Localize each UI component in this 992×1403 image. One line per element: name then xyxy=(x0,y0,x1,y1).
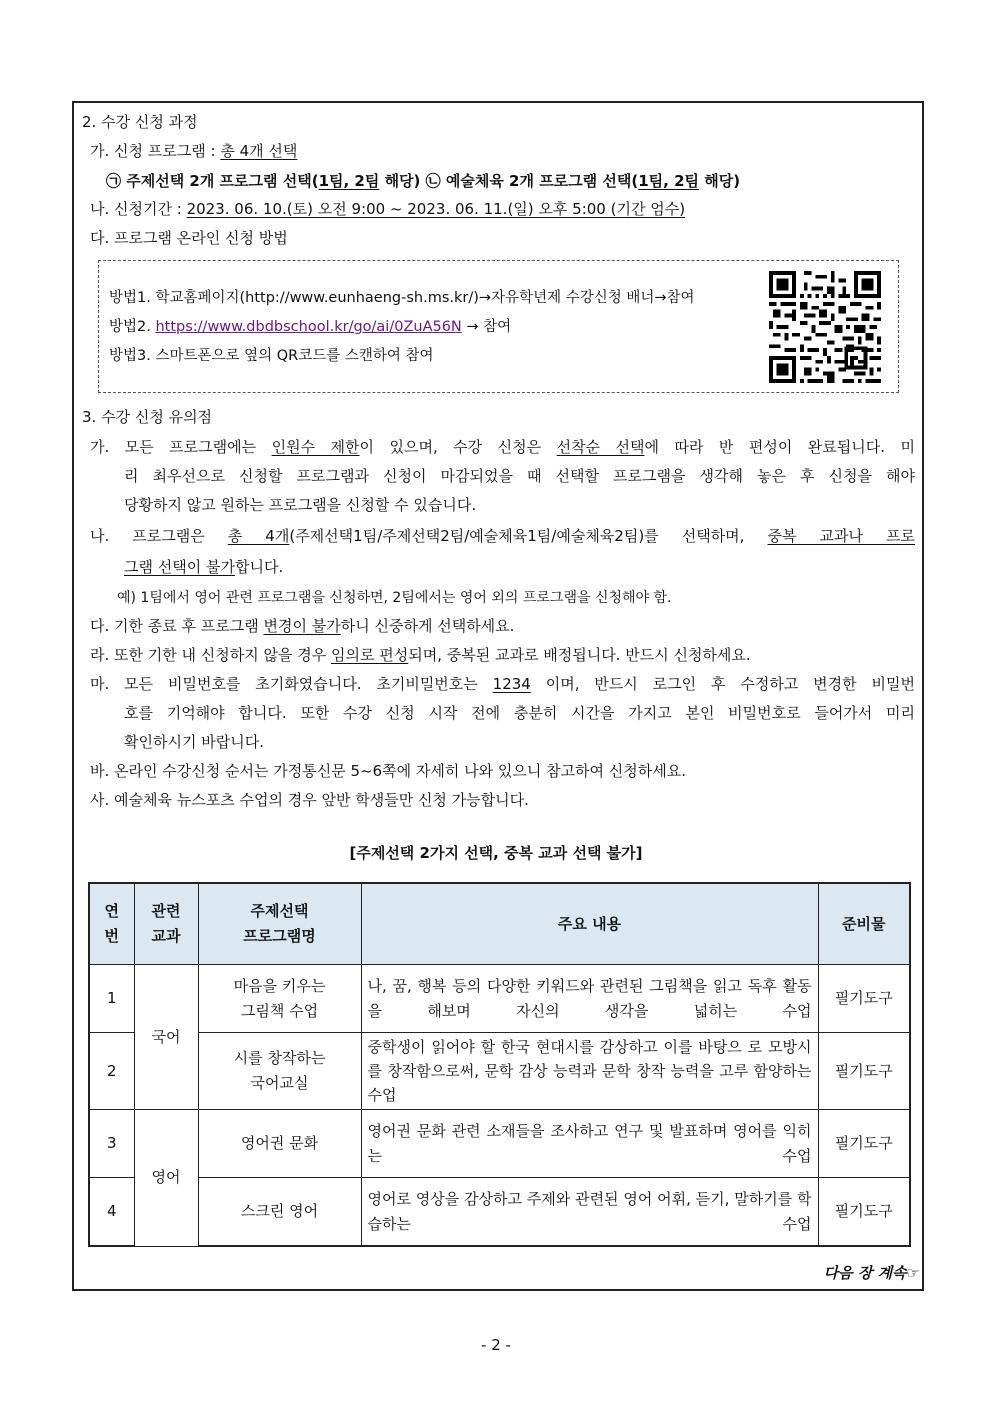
note-na-line1: 나. 프로그램은 총 4개(주제선택1팀/주제선택2팀/예술체육1팀/예술체육2팀)를 선택하며, 중복 교과나 프로 xyxy=(90,527,915,545)
continue-next-page: 다음 장 계속☞ xyxy=(823,1264,920,1282)
section-3-heading: 3. 수강 신청 유의점 xyxy=(82,408,213,426)
row-content: 영어권 문화 관련 소재들을 조사하고 연구 및 발표하며 영어를 익히는 수업 xyxy=(361,1110,818,1178)
qr-code-icon[interactable] xyxy=(767,271,883,383)
table-row xyxy=(89,965,910,1033)
row-program: 영어권 문화 xyxy=(198,1110,361,1178)
row-no: 3 xyxy=(89,1110,134,1178)
note-da: 다. 기한 종료 후 프로그램 변경이 불가하니 신중하게 선택하세요. xyxy=(90,617,515,635)
table-title: [주제선택 2가지 선택, 중복 교과 선택 불가] xyxy=(349,844,643,862)
note-example: 예) 1팀에서 영어 관련 프로그램을 신청하면, 2팀에서는 영어 외의 프로그램을 신청해야 함. xyxy=(117,590,672,606)
method-2: 방법2. https://www.dbdbschool.kr/go/ai/0ZuA56N → 참여 xyxy=(109,319,512,335)
item-da-online-method: 다. 프로그램 온라인 신청 방법 xyxy=(90,229,288,247)
row-program: 마음을 키우는 그림책 수업 xyxy=(198,965,361,1033)
signup-link[interactable]: https://www.dbdbschool.kr/go/ai/0ZuA56N xyxy=(155,319,462,335)
note-ma-line1: 마. 모든 비밀번호를 초기화였습니다. 초기비밀번호는 1234 이며, 반드시 로그인 후 수정하고 변경한 비밀번 xyxy=(90,675,915,693)
program-breakdown: ㉠ 주제선택 2개 프로그램 선택(1팀, 2팀 해당) ㉡ 예술체육 2개 프로그램 선택(1팀, 2팀 해당) xyxy=(106,172,741,190)
page-number: - 2 - xyxy=(481,1336,511,1354)
row-content: 영어로 영상을 감상하고 주제와 관련된 영어 어휘, 듣기, 말하기를 학습하는 수업 xyxy=(361,1178,818,1247)
note-ma-line2: 호를 기억해야 합니다. 또한 수강 신청 시작 전에 충분히 시간을 가지고 본인 비밀번호로 들어가서 미리 xyxy=(124,704,915,722)
row-subject: 영어 xyxy=(134,1110,198,1247)
row-content: 중학생이 읽어야 할 한국 현대시를 감상하고 이를 바탕으 로 모방시를 창작함으로써, 문학 감상 능력과 문학 창작 능력을 고루 함양하는 수업 xyxy=(361,1033,818,1110)
row-no: 4 xyxy=(89,1178,134,1247)
note-ga-line3: 당황하지 않고 원하는 프로그램을 신청할 수 있습니다. xyxy=(124,496,477,514)
header-supplies: 준비물 xyxy=(818,883,910,965)
application-period: 2023. 06. 10.(토) 오전 9:00 ~ 2023. 06. 11.(일) 오후 5:00 (기간 엄수) xyxy=(186,200,686,218)
header-program: 주제선택 프로그램명 xyxy=(198,883,361,965)
row-supplies: 필기도구 xyxy=(818,1110,910,1178)
row-supplies: 필기도구 xyxy=(818,1033,910,1110)
row-supplies: 필기도구 xyxy=(818,965,910,1033)
row-no: 2 xyxy=(89,1033,134,1110)
table-row xyxy=(89,1033,910,1110)
item-na-period: 나. 신청기간 : 2023. 06. 10.(토) 오전 9:00 ~ 2023. 06. 11.(일) 오후 5:00 (기간 엄수) xyxy=(90,200,686,218)
note-ba: 바. 온라인 수강신청 순서는 가정통신문 5~6쪽에 자세히 나와 있으니 참고하여 신청하세요. xyxy=(90,762,687,780)
method-box xyxy=(98,260,899,393)
row-supplies: 필기도구 xyxy=(818,1178,910,1247)
header-no: 연 번 xyxy=(89,883,134,965)
method-3: 방법3. 스마트폰으로 옆의 QR코드를 스캔하여 참여 xyxy=(109,348,434,364)
row-program: 시를 창작하는 국어교실 xyxy=(198,1033,361,1110)
program-count: 총 4개 선택 xyxy=(220,142,298,160)
note-ga-line2: 리 최우선으로 신청할 프로그램과 신청이 마감되었을 때 선택할 프로그램을 생각해 놓은 후 신청을 해야 xyxy=(124,467,915,485)
note-sa: 사. 예술체육 뉴스포츠 수업의 경우 앞반 학생들만 신청 가능합니다. xyxy=(90,791,529,809)
item-ga-program: 가. 신청 프로그램 : 총 4개 선택 xyxy=(90,142,298,160)
note-ma-line3: 확인하시기 바랍니다. xyxy=(124,733,264,751)
note-ra: 라. 또한 기한 내 신청하지 않을 경우 임의로 편성되며, 중복된 교과로 배정됩니다. 반드시 신청하세요. xyxy=(90,646,751,664)
program-table xyxy=(88,882,911,1247)
table-row xyxy=(89,1178,910,1247)
method-1: 방법1. 학교홈페이지(http://www.eunhaeng-sh.ms.kr/)→자유학년제 수강신청 배너→참여 xyxy=(109,290,695,306)
row-content: 나, 꿈, 행복 등의 다양한 키워드와 관련된 그림책을 읽고 독후 활동을 해보며 자신의 생각을 넓히는 수업 xyxy=(361,965,818,1033)
header-content: 주요 내용 xyxy=(361,883,818,965)
table-row xyxy=(89,1110,910,1178)
header-subject: 관련 교과 xyxy=(134,883,198,965)
row-program: 스크린 영어 xyxy=(198,1178,361,1247)
note-na-line2: 그램 선택이 불가합니다. xyxy=(124,558,284,576)
section-2-heading: 2. 수강 신청 과정 xyxy=(82,113,198,131)
row-subject: 국어 xyxy=(134,965,198,1110)
row-no: 1 xyxy=(89,965,134,1033)
note-ga-line1: 가. 모든 프로그램에는 인원수 제한이 있으며, 수강 신청은 선착순 선택에 따라 반 편성이 완료됩니다. 미 xyxy=(90,438,915,456)
table-header-row xyxy=(89,883,910,965)
